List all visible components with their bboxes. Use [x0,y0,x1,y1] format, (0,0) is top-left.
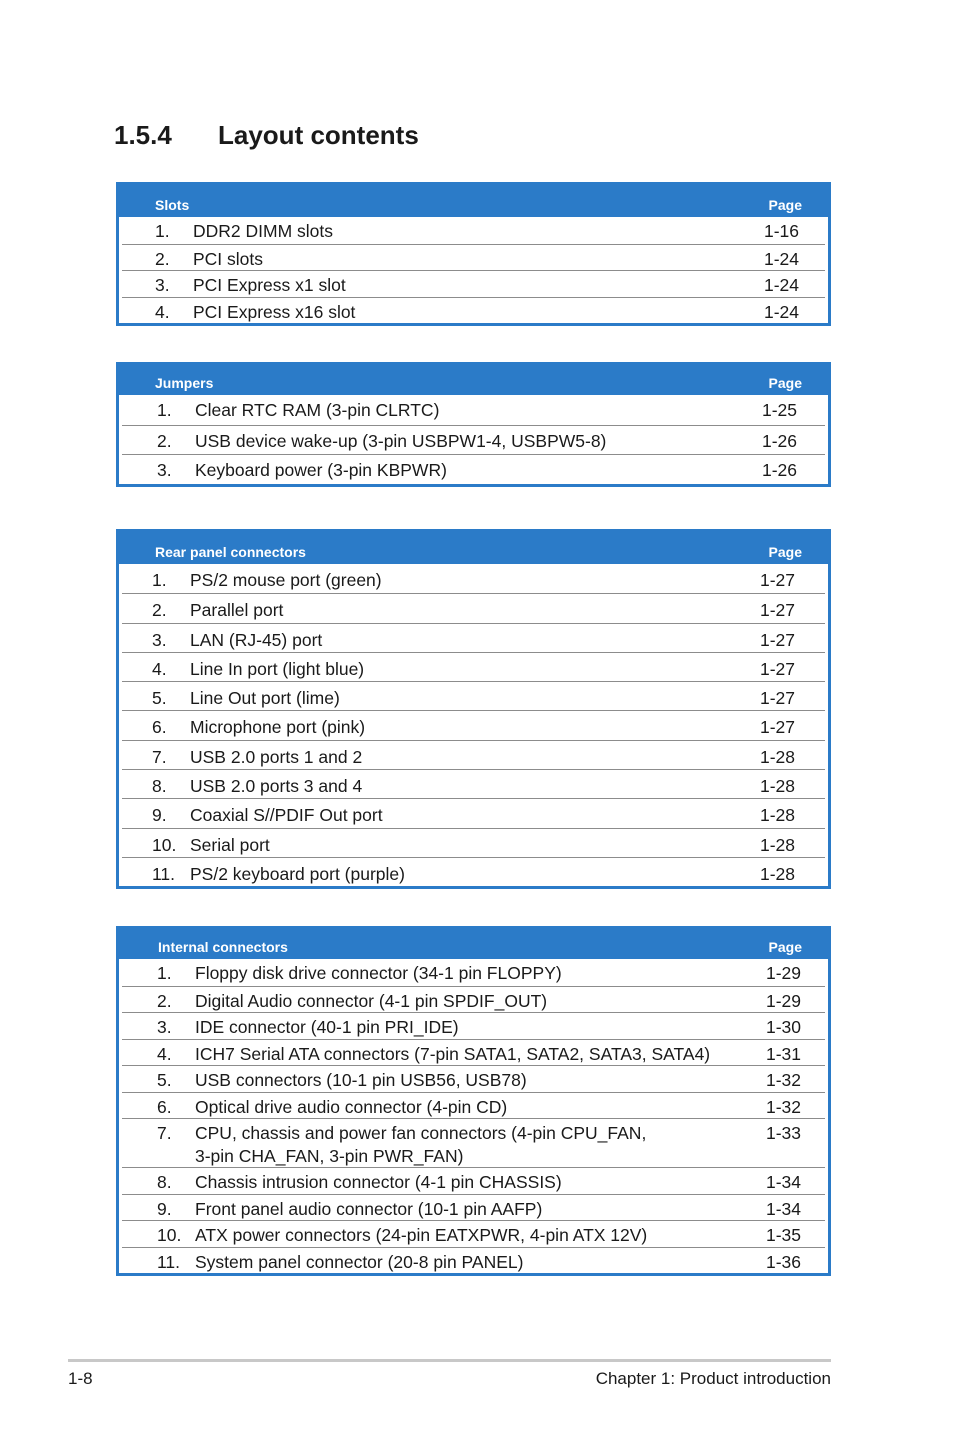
table-row [122,244,825,271]
row-description [195,398,762,424]
row-description [195,962,766,985]
row-description-line: USB 2.0 ports 3 and 4 [190,776,363,797]
row-page: 1-35 [766,1225,802,1246]
table-row [122,297,825,324]
row-page: 1-24 [764,248,800,269]
row-description [193,302,764,324]
row-description [193,275,764,297]
row-description-line: USB connectors (10-1 pin USB56, USB78) [195,1070,527,1090]
table-header-title: Slots [155,197,190,213]
row-description [190,686,760,710]
row-description-line: PCI slots [193,248,264,269]
row-description [190,803,760,827]
row-description-line: Microphone port (pink) [190,717,366,738]
row-page: 1-28 [760,776,796,797]
row-page: 1-25 [762,400,798,420]
row-page: 1-36 [766,1251,802,1272]
row-description-line: Floppy disk drive connector (34-1 pin FLOPPY) [195,963,562,983]
slots-table [116,182,831,326]
row-page: 1-29 [766,963,802,983]
row-page: 1-27 [760,629,796,650]
table-row [122,740,825,769]
row-description [190,715,760,739]
row-description-line: System panel connector (20-8 pin PANEL) [195,1251,524,1272]
section-number: 1.5.4 [114,120,172,150]
row-description [190,862,760,886]
table-row [122,1167,825,1194]
row-description-line: Serial port [190,834,270,855]
row-number: 4. [157,1043,172,1064]
row-description [195,990,766,1013]
table-header-title: Internal connectors [158,939,288,955]
table-row [122,1065,825,1092]
row-number: 5. [157,1070,172,1090]
row-description [193,221,764,243]
table-row [122,798,825,827]
row-page: 1-27 [760,570,796,590]
row-number: 2. [152,600,167,621]
row-description [193,249,764,271]
row-description [195,1096,766,1119]
section-title: Layout contents [218,120,419,150]
jumpers-table [116,362,831,487]
table-header-title: Rear panel connectors [155,544,306,560]
table-header-title: Jumpers [155,375,214,391]
row-description [190,745,760,769]
row-number: 10. [152,834,177,855]
row-number: 8. [157,1172,172,1193]
row-description [195,429,762,455]
table-row [122,769,825,798]
table-header-page: Page [768,375,802,391]
table-row [122,623,825,652]
section-heading [114,120,419,151]
row-number: 3. [155,275,170,295]
table-row [122,710,825,739]
row-page: 1-24 [764,275,800,295]
internal-connectors-table [116,926,831,1276]
row-page: 1-27 [760,717,796,738]
row-number: 8. [152,776,167,797]
row-description-line: PS/2 mouse port (green) [190,570,382,590]
row-number: 1. [157,963,172,983]
table-header [119,532,828,564]
row-number: 7. [152,746,167,767]
row-number: 6. [152,717,167,738]
table-header-page: Page [768,544,802,560]
table-row [122,681,825,710]
row-description-line: Digital Audio connector (4-1 pin SPDIF_OUT) [195,990,548,1011]
row-description-line: DDR2 DIMM slots [193,221,334,241]
row-description [190,774,760,798]
row-page: 1-29 [766,990,802,1011]
table-row [122,1012,825,1039]
row-description-line: Parallel port [190,600,284,621]
row-description [195,1122,766,1167]
row-page: 1-27 [760,658,796,679]
row-number: 2. [155,248,170,269]
row-description-line: Coaxial S//PDIF Out port [190,805,383,826]
row-description-line: PCI Express x1 slot [193,275,346,295]
row-number: 1. [157,400,172,420]
row-description-line: 3-pin CHA_FAN, 3-pin PWR_FAN) [195,1145,464,1166]
row-page: 1-32 [766,1070,802,1090]
row-page: 1-26 [762,460,798,480]
row-page: 1-33 [766,1123,802,1143]
row-number: 2. [157,430,172,451]
row-description [195,1251,766,1274]
row-number: 7. [157,1123,172,1143]
row-description [190,833,760,857]
table-row [122,395,825,425]
table-row [122,1194,825,1221]
row-description [195,1198,766,1221]
row-description [195,1069,766,1092]
row-description-line: PS/2 keyboard port (purple) [190,863,405,884]
table-row [122,1220,825,1247]
row-number: 11. [157,1251,181,1272]
row-page: 1-24 [764,301,800,322]
row-number: 3. [157,460,172,480]
table-row [122,1039,825,1066]
table-header [119,929,828,959]
table-row [122,454,825,484]
table-body [122,564,825,886]
rear-panel-table [116,529,831,889]
table-header [119,185,828,217]
row-number: 6. [157,1096,172,1117]
table-header-page: Page [768,939,802,955]
row-description [195,1043,766,1066]
table-row [122,564,825,593]
row-page: 1-28 [760,863,796,884]
row-description-line: Line Out port (lime) [190,688,340,709]
row-description-line: Chassis intrusion connector (4-1 pin CHASSIS) [195,1172,562,1193]
row-description [195,1171,766,1194]
row-page: 1-16 [764,221,800,241]
row-description-line: Clear RTC RAM (3-pin CLRTC) [195,400,440,420]
table-row [122,959,825,986]
table-row [122,986,825,1013]
row-description [190,598,760,622]
footer-chapter: Chapter 1: Product introduction [595,1369,831,1388]
row-description-line: USB 2.0 ports 1 and 2 [190,746,363,767]
table-row [122,1247,825,1274]
table-row [122,593,825,622]
footer-divider [68,1359,831,1362]
row-number: 4. [155,301,170,322]
table-row [122,270,825,297]
row-number: 10. [157,1225,182,1246]
row-description-line: IDE connector (40-1 pin PRI_IDE) [195,1017,459,1037]
table-row [122,217,825,244]
row-description-line: CPU, chassis and power fan connectors (4-pin CPU_FAN, [195,1123,647,1143]
table-header-page: Page [768,197,802,213]
row-number: 9. [157,1198,172,1219]
row-page: 1-28 [760,746,796,767]
row-description [190,657,760,681]
row-description [190,568,760,592]
row-description [195,458,762,484]
row-number: 1. [155,221,170,241]
row-number: 1. [152,570,167,590]
table-row [122,652,825,681]
row-description [195,1016,766,1039]
row-number: 11. [152,863,176,884]
table-header [119,365,828,395]
row-number: 3. [152,629,167,650]
row-description-line: Line In port (light blue) [190,658,365,679]
row-page: 1-32 [766,1096,802,1117]
table-row [122,857,825,886]
row-page: 1-34 [766,1198,802,1219]
table-row [122,1092,825,1119]
table-body [122,395,825,484]
row-page: 1-28 [760,805,796,826]
footer-page-number: 1-8 [68,1369,93,1388]
row-page: 1-27 [760,688,796,709]
row-description-line: Optical drive audio connector (4-pin CD) [195,1096,508,1117]
table-body [122,217,825,323]
row-page: 1-30 [766,1017,802,1037]
row-number: 2. [157,990,172,1011]
row-page: 1-27 [760,600,796,621]
row-description-line: ATX power connectors (24-pin EATXPWR, 4-pin ATX 12V) [195,1225,648,1246]
row-page: 1-34 [766,1172,802,1193]
row-number: 9. [152,805,167,826]
row-description-line: LAN (RJ-45) port [190,629,323,650]
row-description [190,628,760,652]
table-body [122,959,825,1273]
row-description-line: Keyboard power (3-pin KBPWR) [195,460,447,480]
table-row [122,1118,825,1167]
row-description-line: Front panel audio connector (10-1 pin AAFP) [195,1198,543,1219]
row-description [195,1224,766,1247]
row-page: 1-28 [760,834,796,855]
row-page: 1-26 [762,430,798,451]
row-description-line: ICH7 Serial ATA connectors (7-pin SATA1, SATA2, SATA3, SATA4) [195,1043,711,1064]
row-page: 1-31 [766,1043,802,1064]
table-row [122,425,825,455]
row-description-line: PCI Express x16 slot [193,301,356,322]
row-description-line: USB device wake-up (3-pin USBPW1-4, USBPW5-8) [195,430,607,451]
row-number: 4. [152,658,167,679]
table-row [122,828,825,857]
row-number: 3. [157,1017,172,1037]
row-number: 5. [152,688,167,709]
